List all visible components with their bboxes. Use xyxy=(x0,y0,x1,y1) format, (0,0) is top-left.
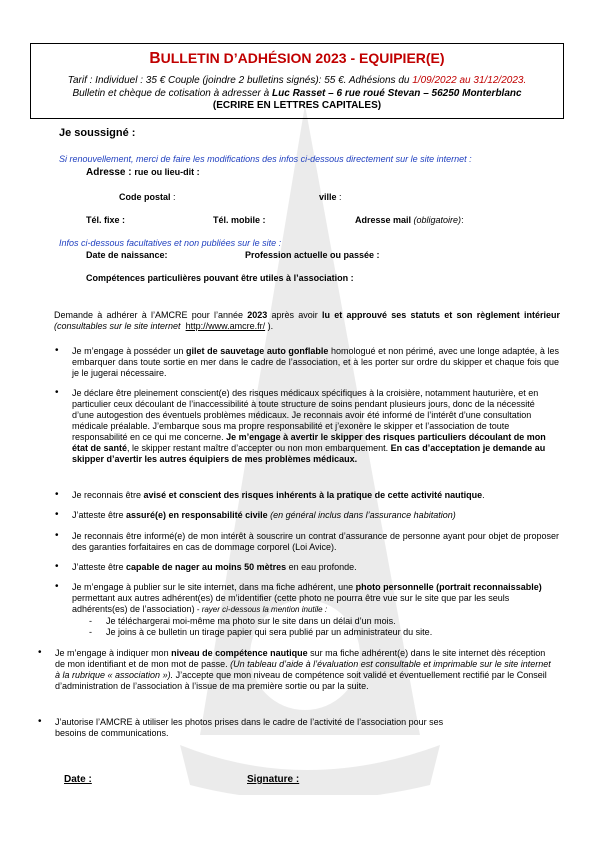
list-item-medical: Je déclare être pleinement conscient(e) des risques médicaux spécifiques à la croisière, notamment hauturière, et en particulier ceux découlant de l’inaccessibilité à toute structure de soins pendant plusieurs jours, donc de la nécessité d’une autogestion des éventuels problèmes médicaux. Je reconnais avoir été informé de l’intérêt d’une consultation médicale préalable. J’embarque sous ma propre responsabilité et j’exonère le skipper et l’association de toute responsabilité en ce qui me concerne. Je m’engage à avertir le skipper des risques particuliers découlant de mon état de santé, le skipper restant maître d’accepter ou non mon embarquement. En cas d’acceptation je demande au skipper d’avertir les autres équipiers de mes problèmes médicaux. xyxy=(72,388,546,464)
signature-field[interactable]: Signature : xyxy=(247,774,300,785)
birth-field[interactable]: Date de naissance: xyxy=(86,250,168,260)
bullet-icon: • xyxy=(38,716,42,727)
list-item-competence: Je m’engage à indiquer mon niveau de compétence nautique sur ma fiche adhérent(e) dans le site internet dès réception de mon identifiant et de mon mot de passe. (Un tableau d’aide à l’évaluation est consultable et imprimable sur le site internet à la rubrique « association »). J’accepte que mon niveau de compétence soit validé et éventuellement rectifié par le Conseil d’administration de l’association à l’issue de ma première sortie ou par la suite. xyxy=(55,648,551,691)
renew-note: Si renouvellement, merci de faire les modifications des infos ci-dessous directement sur le site internet : xyxy=(59,154,472,164)
list-item-avice: Je reconnais être informé(e) de mon intérêt à souscrire un contrat d’assurance de personne ayant pour objet de proposer des garanties forfaitaires en cas de dommage corporel (Loi Avice). xyxy=(72,531,559,552)
bullet-icon: • xyxy=(55,530,59,541)
demand-paragraph: Demande à adhérer à l’AMCRE pour l’année 2023 après avoir lu et approuvé ses statuts et son règlement intérieur (consultables sur le site internet http://www.amcre.fr/ ). xyxy=(54,310,560,331)
ville-field[interactable]: ville : xyxy=(319,192,342,202)
profession-field[interactable]: Profession actuelle ou passée : xyxy=(245,250,380,260)
list-item-photos-consent: J’autorise l’AMCRE à utiliser les photos prises dans le cadre de l’activité de l’association pour ses besoins de communications. xyxy=(55,717,444,738)
list-item-gilet: Je m’engage à posséder un gilet de sauvetage auto gonflable homologué et non périmé, avec une longe adaptée, à les embarquer dans toute sortie en mer dans le cadre de l’association, et à les porter sur ordre du skipper et chaque fois que je le jugerai nécessaire. xyxy=(72,346,559,378)
tel-mobile-field[interactable]: Tél. mobile : xyxy=(213,215,266,225)
list-item-risks: Je reconnais être avisé et conscient des risques inhérents à la pratique de cette activité nautique. xyxy=(72,490,485,500)
send-line: Bulletin et chèque de cotisation à adresser à Luc Rasset – 6 rue roué Stevan – 56250 Monterblanc xyxy=(72,88,522,99)
optional-note: Infos ci-dessous facultatives et non publiées sur le site : xyxy=(59,238,282,248)
bullet-icon: • xyxy=(55,345,59,356)
bullet-icon: • xyxy=(55,509,59,520)
email-field[interactable]: Adresse mail (obligatoire): xyxy=(355,215,464,225)
bullet-icon: • xyxy=(55,561,59,572)
adresse-field[interactable]: Adresse : rue ou lieu-dit : xyxy=(86,167,200,178)
page-title: BULLETIN D’ADHÉSION 2023 - EQUIPIER(E) xyxy=(149,50,445,67)
dash-icon: - xyxy=(89,616,92,626)
tarif-line: Tarif : Individuel : 35 € Couple (joindre 2 bulletins signés): 55 €. Adhésions du 1/09/2022 au 31/12/2023. xyxy=(67,75,527,86)
photo-option-print[interactable]: Je joins à ce bulletin un tirage papier qui sera publié par un administrateur du site. xyxy=(106,627,433,637)
bullet-icon: • xyxy=(55,581,59,592)
code-postal-field[interactable]: Code postal : xyxy=(119,192,176,202)
list-item-swim: J’atteste être capable de nager au moins 50 mètres en eau profonde. xyxy=(72,562,357,572)
site-link[interactable]: http://www.amcre.fr/ xyxy=(185,321,266,331)
dash-icon: - xyxy=(89,627,92,637)
list-item-photo: Je m’engage à publier sur le site internet, dans ma fiche adhérent, une photo personnelle (portrait reconnaissable) permettant aux autres adhérent(es) de m’identifier (cette photo ne pourra être vue sur le site que par les seuls adhérents(es) de l’association) - rayer ci-dessous la mention inutile : xyxy=(72,582,542,614)
tel-fixe-field[interactable]: Tél. fixe : xyxy=(86,215,126,225)
bullet-icon: • xyxy=(55,489,59,500)
bullet-icon: • xyxy=(38,647,42,658)
skills-field[interactable]: Compétences particulières pouvant être utiles à l’association : xyxy=(86,273,354,283)
date-field[interactable]: Date : xyxy=(64,774,92,785)
photo-option-upload[interactable]: Je téléchargerai moi-même ma photo sur le site dans un délai d’un mois. xyxy=(106,616,396,626)
bullet-icon: • xyxy=(55,387,59,398)
header-box xyxy=(30,43,564,119)
list-item-insurance: J’atteste être assuré(e) en responsabilité civile (en général inclus dans l’assurance habitation) xyxy=(72,510,456,520)
caps-note: (ECRIRE EN LETTRES CAPITALES) xyxy=(212,100,382,111)
soussigne-label: Je soussigné : xyxy=(59,127,136,139)
